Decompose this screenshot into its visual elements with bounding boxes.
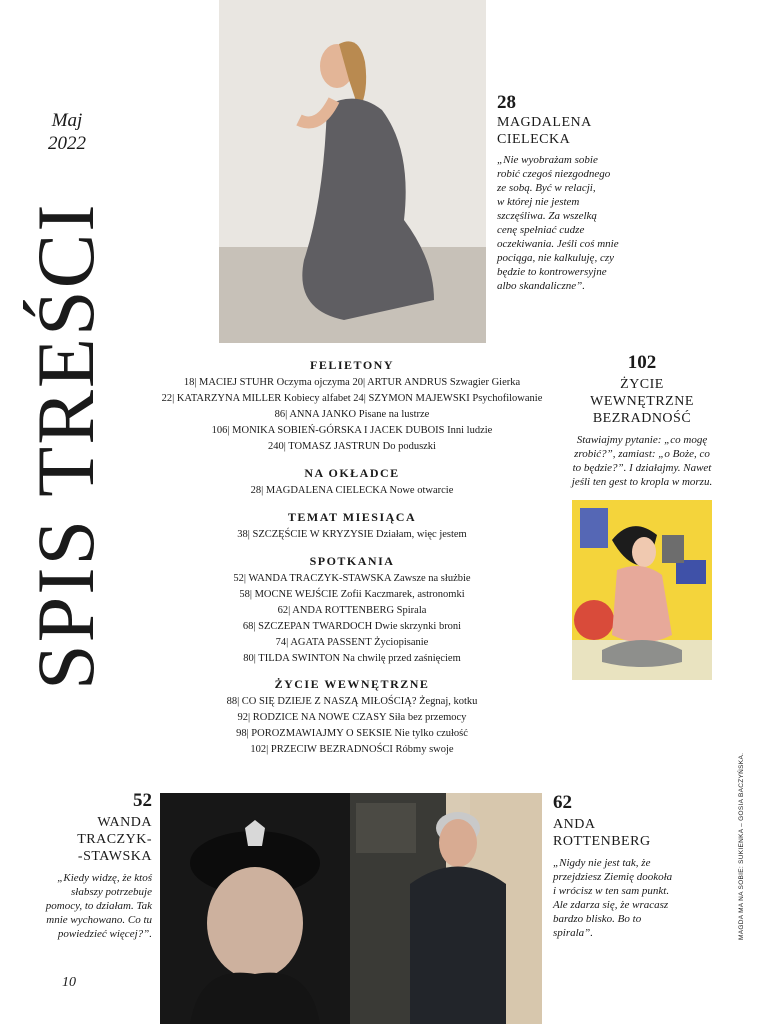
page-title: SPIS TREŚCI — [20, 202, 111, 690]
quote-line: szczęśliwa. Za wszelką — [497, 210, 597, 222]
quote-line: będzie to kontrowersyjne — [497, 266, 607, 278]
quote-line: albo skandaliczne”. — [497, 280, 585, 292]
feature-number: 28 — [497, 92, 516, 113]
section-title: SPOTKANIA — [309, 554, 395, 568]
toc-entry[interactable]: 58| MOCNE WEJŚCIE Zofii Kaczmarek, astronomki — [239, 589, 465, 600]
toc-entry[interactable]: 74| AGATA PASSENT Życiopisanie — [275, 637, 429, 648]
rottenberg-figure — [350, 793, 542, 1024]
quote-line: ze sobą. Być w relacji, — [497, 182, 596, 194]
name-line: BEZRADNOŚĆ — [592, 411, 692, 426]
feature-quote — [497, 153, 637, 293]
rottenberg-photo[interactable] — [350, 793, 542, 1024]
feature-quote — [553, 856, 703, 940]
toc-entry[interactable]: 38| SZCZĘŚCIE W KRYZYSIE Działam, więc jestem — [237, 529, 467, 540]
feature-quote — [566, 433, 718, 489]
name-line: WANDA — [97, 815, 152, 830]
toc-entry[interactable]: 18| MACIEJ STUHR Oczyma ojczyma 20| ARTUR ANDRUS Szwagier Gierka — [183, 377, 521, 388]
toc-entry[interactable]: 62| ANDA ROTTENBERG Spirala — [277, 605, 427, 616]
feature-number: 62 — [553, 792, 572, 813]
quote-line: Stawiajmy pytanie: „co mogę — [576, 434, 708, 446]
feature-name — [497, 114, 637, 148]
cielecka-photo[interactable] — [219, 0, 486, 343]
name-line: ŻYCIE — [620, 377, 664, 392]
quote-line: powiedzieć więcej?”. — [57, 928, 152, 940]
toc-entry[interactable]: 98| POROZMAWIAJMY O SEKSIE Nie tylko czułość — [236, 728, 468, 739]
toc-entry[interactable]: 240| TOMASZ JASTRUN Do poduszki — [268, 441, 436, 452]
feature-traczyk-stawska[interactable] — [30, 790, 152, 941]
photo-credits: MAGDA MA NA SOBIE: SUKIENKA – GOSIA BACZYŃSKA. — [738, 752, 745, 940]
quote-line: spirala”. — [553, 927, 594, 939]
section-title: FELIETONY — [310, 358, 394, 372]
name-line: -STAWSKA — [77, 849, 152, 864]
quote-line: zrobić?”, zamiast: „o Boże, co — [574, 448, 710, 460]
name-line: MAGDALENA — [497, 115, 592, 130]
quote-line: „Nigdy nie jest tak, że — [553, 857, 651, 869]
quote-line: „Nie wyobrażam sobie — [497, 154, 598, 166]
toc-entry[interactable]: 22| KATARZYNA MILLER Kobiecy alfabet 24| SZYMON MAJEWSKI Psychofilowanie — [161, 393, 543, 404]
feature-bezradnosc[interactable] — [566, 352, 718, 489]
toc-entry[interactable]: 52| WANDA TRACZYK-STAWSKA Zawsze na służbie — [233, 573, 471, 584]
toc-section-na-okladce — [150, 466, 554, 499]
section-title: ŻYCIE WEWNĘTRZNE — [274, 677, 430, 691]
bezradnosc-illustration[interactable] — [572, 500, 712, 680]
section-title: TEMAT MIESIĄCA — [287, 510, 417, 524]
page-number: 10 — [62, 975, 76, 990]
toc-entry[interactable]: 28| MAGDALENA CIELECKA Nowe otwarcie — [250, 485, 454, 496]
illustration-figure — [572, 500, 712, 680]
toc-entry[interactable]: 92| RODZICE NA NOWE CZASY Siła bez przemocy — [237, 712, 467, 723]
toc-entry[interactable]: 80| TILDA SWINTON Na chwilę przed zaśnięciem — [243, 653, 461, 664]
issue-month: Maj — [51, 110, 83, 131]
feature-number: 102 — [627, 352, 657, 373]
quote-line: pomocy, to działam. Tak — [45, 900, 152, 912]
quote-line: pociąga, nie kalkuluję, czy — [497, 252, 614, 264]
toc-entry[interactable]: 106| MONIKA SOBIEŃ-GÓRSKA I JACEK DUBOIS Inni ludzie — [211, 425, 493, 436]
quote-line: robić czegoś niezgodnego — [497, 168, 611, 180]
quote-line: i wrócisz w ten sam punkt. — [553, 885, 670, 897]
toc-section-spotkania — [150, 554, 554, 667]
toc-entry[interactable]: 102| PRZECIW BEZRADNOŚCI Róbmy swoje — [250, 744, 454, 755]
quote-line: cenę spełniać cudze — [497, 224, 585, 236]
quote-line: słabszy potrzebuje — [71, 886, 152, 898]
toc-entry[interactable]: 88| CO SIĘ DZIEJE Z NASZĄ MIŁOŚCIĄ? Żegnaj, kotku — [226, 696, 478, 707]
name-line: WEWNĘTRZNE — [590, 394, 694, 409]
quote-line: przejdziesz Ziemię dookoła — [553, 871, 673, 883]
quote-line: w której nie jestem — [497, 196, 580, 208]
toc-section-zycie-wewnetrzne — [150, 677, 554, 758]
name-line: ANDA — [553, 817, 596, 832]
quote-line: „Kiedy widzę, że ktoś — [57, 872, 152, 884]
quote-line: bardzo blisko. Bo to — [553, 913, 642, 925]
feature-rottenberg[interactable] — [553, 792, 703, 940]
issue-year: 2022 — [48, 133, 86, 154]
toc-entry[interactable]: 68| SZCZEPAN TWARDOCH Dwie skrzynki broni — [242, 621, 462, 632]
quote-line: oczekiwania. Jeśli coś mnie — [497, 238, 619, 250]
quote-line: to będzie?”. I działajmy. Nawet — [572, 462, 712, 474]
toc-section-felietony — [150, 358, 554, 455]
feature-name — [553, 816, 703, 850]
quote-line: mnie wychowano. Co tu — [46, 914, 152, 926]
traczyk-figure — [160, 793, 350, 1024]
name-line: ROTTENBERG — [553, 834, 651, 849]
toc-entry[interactable]: 86| ANNA JANKO Pisane na lustrze — [274, 409, 430, 420]
name-line: TRACZYK- — [77, 832, 152, 847]
feature-cielecka[interactable] — [497, 92, 637, 293]
feature-quote — [30, 871, 152, 941]
traczyk-stawska-photo[interactable] — [160, 793, 350, 1024]
cielecka-figure — [219, 0, 486, 343]
feature-number: 52 — [133, 790, 152, 811]
section-title: NA OKŁADCE — [304, 466, 400, 480]
quote-line: Ale zdarza się, że wracasz — [553, 899, 669, 911]
feature-name — [30, 814, 152, 865]
feature-name — [566, 376, 718, 427]
toc-section-temat-miesiaca — [150, 510, 554, 543]
quote-line: jeśli ten gest to kropla w morzu. — [571, 476, 713, 488]
name-line: CIELECKA — [497, 132, 571, 147]
